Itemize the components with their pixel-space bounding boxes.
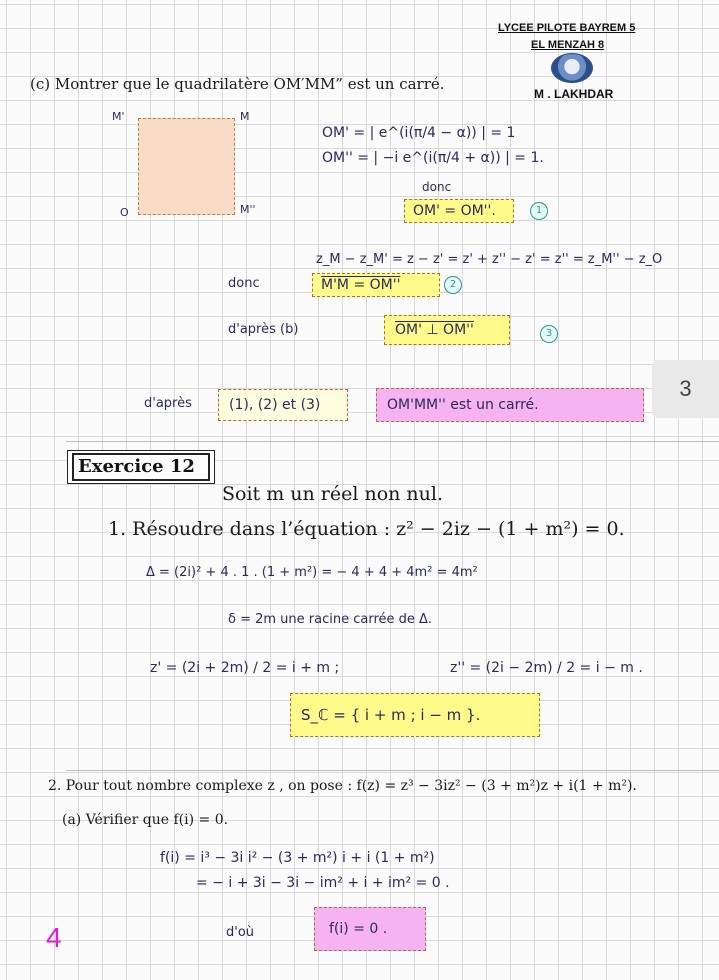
figure-label-m-second: M'' <box>240 203 256 216</box>
question-2a: (a) Vérifier que f(i) = 0. <box>62 812 229 828</box>
donc-word: donc <box>422 180 452 194</box>
f-of-i-line-1: f(i) = i³ − 3i i² − (3 + m²) i + i (1 + m²) <box>160 850 435 866</box>
discriminant-line: Δ = (2i)² + 4 . 1 . (1 + m²) = − 4 + 4 + 4m² = 4m² <box>146 565 478 580</box>
f-result-box <box>314 907 426 951</box>
modulus-om-prime: OM' = | e^(i(π/4 − α)) | = 1 <box>322 125 516 141</box>
result-box-1 <box>404 199 514 223</box>
exercise-intro: Soit m un réel non nul. <box>222 483 444 505</box>
figure-label-m-prime: M' <box>112 110 125 123</box>
square-root-line: δ = 2m une racine carrée de Δ. <box>228 612 433 627</box>
mark-1: 1 <box>530 202 548 220</box>
teacher-name: M . LAKHDAR <box>534 87 614 101</box>
divider <box>66 441 719 442</box>
dapres-b: d'après (b) <box>228 322 299 337</box>
exercise-title-box <box>67 450 215 484</box>
f-of-i-line-2: = − i + 3i − 3i − im² + i + im² = 0 . <box>196 875 450 891</box>
dou-word: d'où <box>226 925 255 940</box>
donc-word-2: donc <box>228 276 260 291</box>
reasons-text: (1), (2) et (3) <box>229 397 321 413</box>
result-2-text: M'M = OM'' <box>321 277 401 293</box>
square-figure <box>138 118 235 215</box>
root-z-second: z'' = (2i − 2m) / 2 = i − m . <box>450 660 643 676</box>
vector-equality: z_M − z_M' = z − z' = z' + z'' − z' = z'' = z_M'' − z_O <box>316 252 663 267</box>
dapres-word: d'après <box>144 396 192 411</box>
f-result-text: f(i) = 0 . <box>329 921 388 937</box>
divider-2 <box>66 770 719 771</box>
school-name: LYCEE PILOTE BAYREM 5 <box>498 22 636 34</box>
reasons-box <box>218 389 348 421</box>
mark-3: 3 <box>540 325 558 343</box>
conclusion-box <box>376 388 644 422</box>
result-1-text: OM' = OM''. <box>413 203 496 219</box>
figure-label-o: O <box>120 206 129 219</box>
exercise-title: Exercice 12 <box>72 453 210 481</box>
conclusion-text: OM'MM'' est un carré. <box>387 397 539 413</box>
question-2: 2. Pour tout nombre complexe z , on pose : f(z) = z³ − 3iz² − (3 + m²)z + i(1 + m²). <box>48 778 637 794</box>
school-location: EL MENZAH 8 <box>531 39 605 51</box>
modulus-om-second: OM'' = | −i e^(i(π/4 + α)) | = 1. <box>322 150 544 166</box>
result-box-3 <box>384 315 510 345</box>
result-box-2 <box>312 273 440 297</box>
question-1: 1. Résoudre dans l’équation : z² − 2iz − (1 + m²) = 0. <box>108 518 625 540</box>
school-crest-icon <box>551 53 593 83</box>
solution-text: S_ℂ = { i + m ; i − m }. <box>301 706 481 724</box>
solution-box <box>290 693 540 737</box>
result-3-text: OM' ⊥ OM'' <box>395 322 474 338</box>
figure-label-m: M <box>240 110 250 123</box>
question-c: (c) Montrer que le quadrilatère OM′MM” est un carré. <box>30 75 445 93</box>
mark-2: 2 <box>444 276 462 294</box>
root-z-prime: z' = (2i + 2m) / 2 = i + m ; <box>150 660 340 676</box>
page-number: 4 <box>46 922 62 953</box>
page-badge: 3 <box>652 360 719 418</box>
